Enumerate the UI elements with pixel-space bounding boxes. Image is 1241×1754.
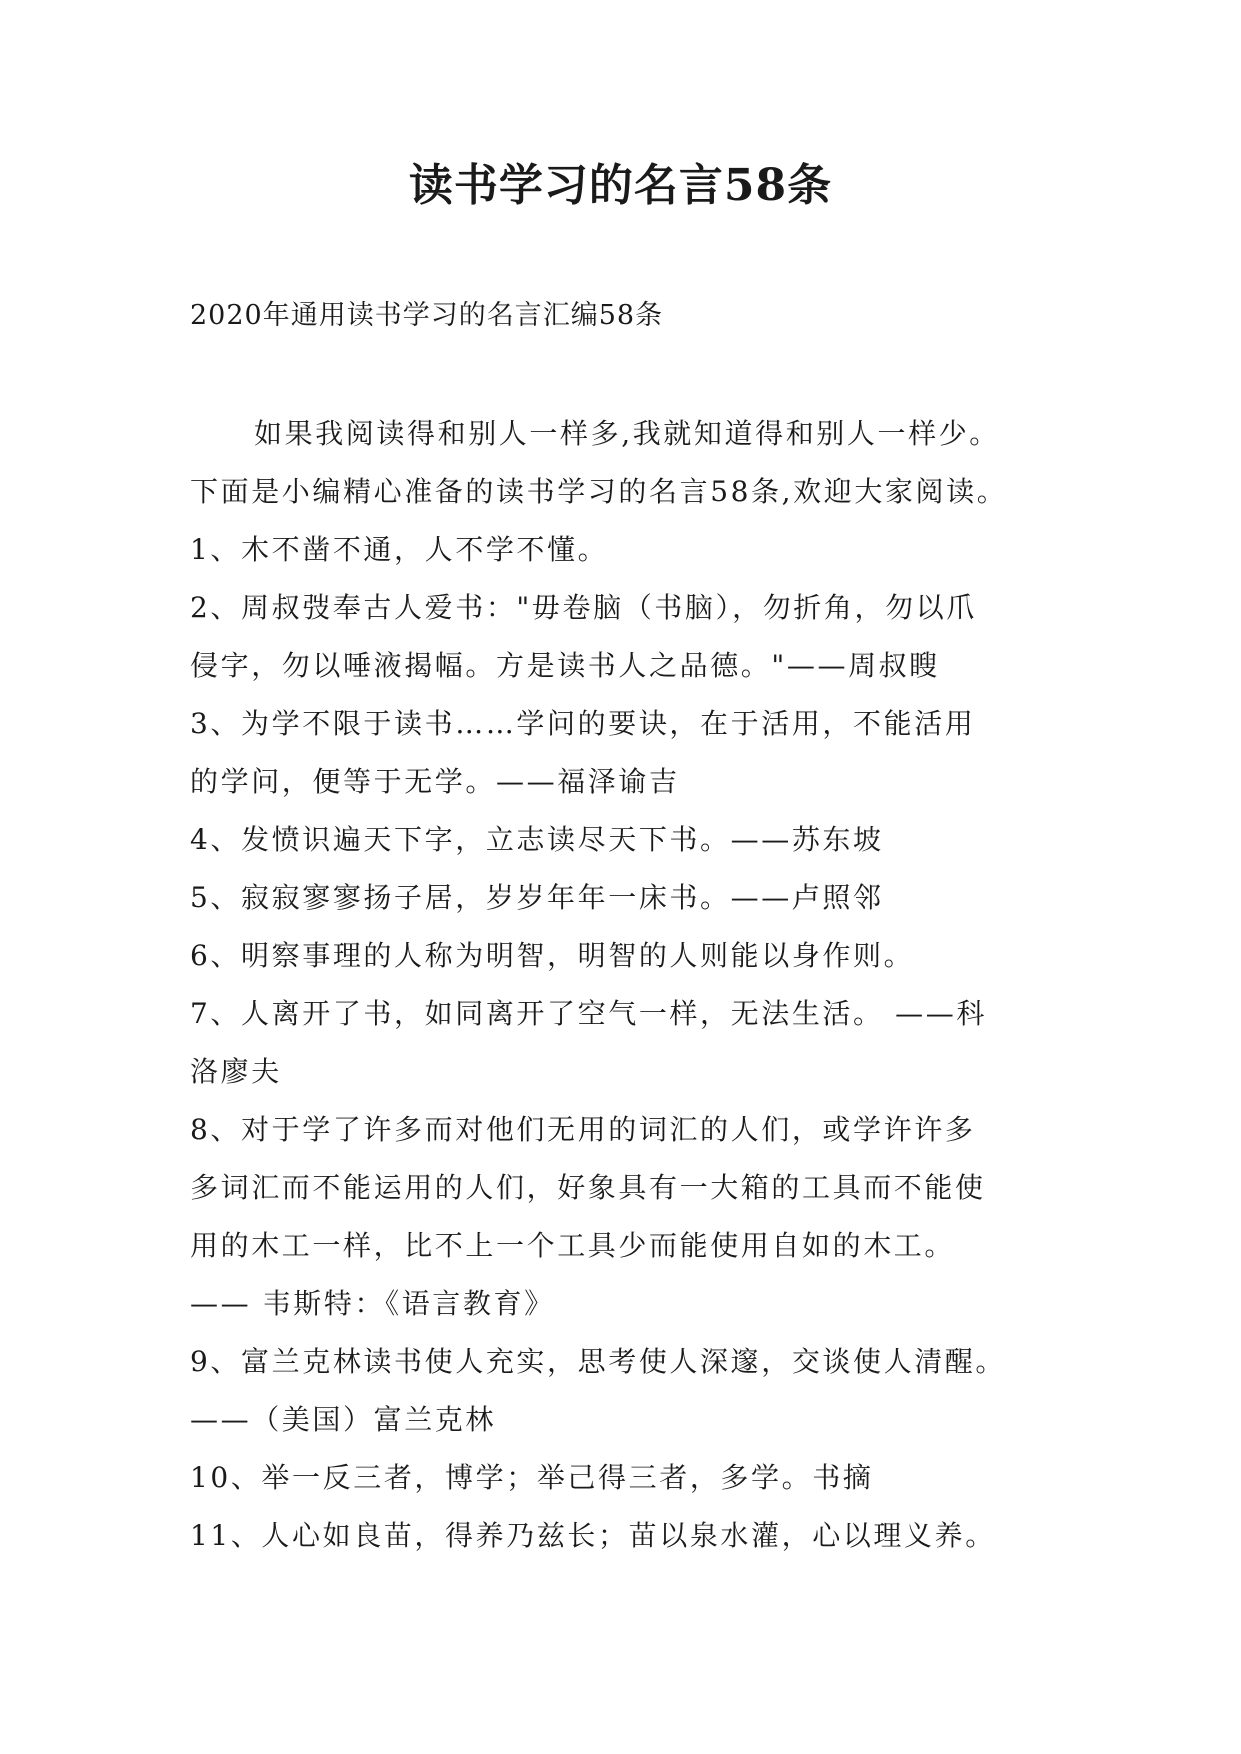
quote-line: 洛廖夫 (190, 1055, 282, 1088)
quote-line: 2、周叔弢奉古人爱书："毋卷脑（书脑），勿折角，勿以爪 (190, 591, 977, 624)
quote-line: 的学问，便等于无学。——福泽谕吉 (190, 765, 680, 798)
quote-line: 侵字，勿以唾液揭幅。方是读书人之品德。"——周叔瞍 (190, 649, 940, 682)
quote-line: ——（美国）富兰克林 (190, 1403, 497, 1436)
quote-line: —— 韦斯特：《语言教育》 (190, 1287, 555, 1320)
intro-line: 如果我阅读得和别人一样多,我就知道得和别人一样少。 (254, 417, 1000, 450)
document-body (190, 405, 1090, 1565)
quote-line: 9、富兰克林读书使人充实，思考使人深邃，交谈使人清醒。 (190, 1345, 1007, 1378)
quote-line: 7、人离开了书，如同离开了空气一样，无法生活。 ——科 (190, 997, 987, 1030)
quote-line: 5、寂寂寥寥扬子居，岁岁年年一床书。——卢照邻 (190, 881, 884, 914)
document-title: 读书学习的名言58条 (408, 160, 833, 211)
quote-line: 多词汇而不能运用的人们，好象具有一大箱的工具而不能使 (190, 1171, 986, 1204)
quote-line: 3、为学不限于读书……学问的要诀，在于活用，不能活用 (190, 707, 976, 740)
intro-line: 下面是小编精心准备的读书学习的名言58条,欢迎大家阅读。 (190, 475, 1008, 508)
quote-line: 用的木工一样，比不上一个工具少而能使用自如的木工。 (190, 1229, 956, 1262)
quote-line: 1、木不凿不通，人不学不懂。 (190, 533, 609, 566)
quote-line: 10、举一反三者，博学；举己得三者，多学。书摘 (190, 1461, 874, 1494)
quote-line: 8、对于学了许多而对他们无用的词汇的人们，或学许许多 (190, 1113, 976, 1146)
quote-line: 6、明察事理的人称为明智，明智的人则能以身作则。 (190, 939, 915, 972)
document-subtitle: 2020年通用读书学习的名言汇编58条 (190, 300, 664, 331)
quote-line: 11、人心如良苗，得养乃兹长；苗以泉水灌，心以理义养。 (190, 1519, 996, 1552)
quote-line: 4、发愤识遍天下字，立志读尽天下书。——苏东坡 (190, 823, 884, 856)
